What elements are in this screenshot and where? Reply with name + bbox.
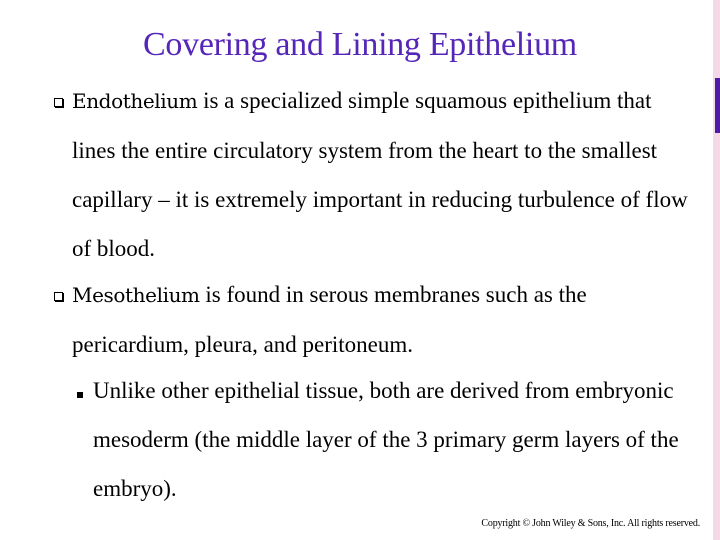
bullet-body-mesothelium: is found in serous membranes such as the pericardium, pleura, and peritoneum.: [72, 282, 587, 357]
copyright-notice: Copyright © John Wiley & Sons, Inc. All rights reserved.: [481, 518, 700, 529]
slide-title: Covering and Lining Epithelium: [143, 26, 577, 63]
bullet-mesothelium: [54, 282, 690, 369]
bullet-endothelium: [54, 88, 690, 273]
bullet-term-endothelium: Endothelium: [72, 89, 198, 113]
checkbox-bullet-icon: [54, 292, 63, 301]
checkbox-bullet-icon: [54, 98, 63, 107]
bullet-term-mesothelium: Mesothelium: [72, 283, 200, 307]
bullet-text: [72, 270, 690, 369]
square-bullet-icon: [77, 392, 83, 398]
bullet-text: [72, 76, 690, 273]
bullet-body-endothelium: is a specialized simple squamous epithelium that lines the entire circulatory system from the heart to the smallest capillary – it is extremely important in reducing turbulence of flow of blood.: [72, 88, 688, 261]
sub-bullet-mesoderm: [77, 378, 687, 513]
sub-bullet-text: Unlike other epithelial tissue, both are derived from embryonic mesoderm (the middle layer of the 3 primary germ layers of the embryo).: [93, 378, 679, 501]
right-edge-accent-bar: [715, 78, 720, 133]
